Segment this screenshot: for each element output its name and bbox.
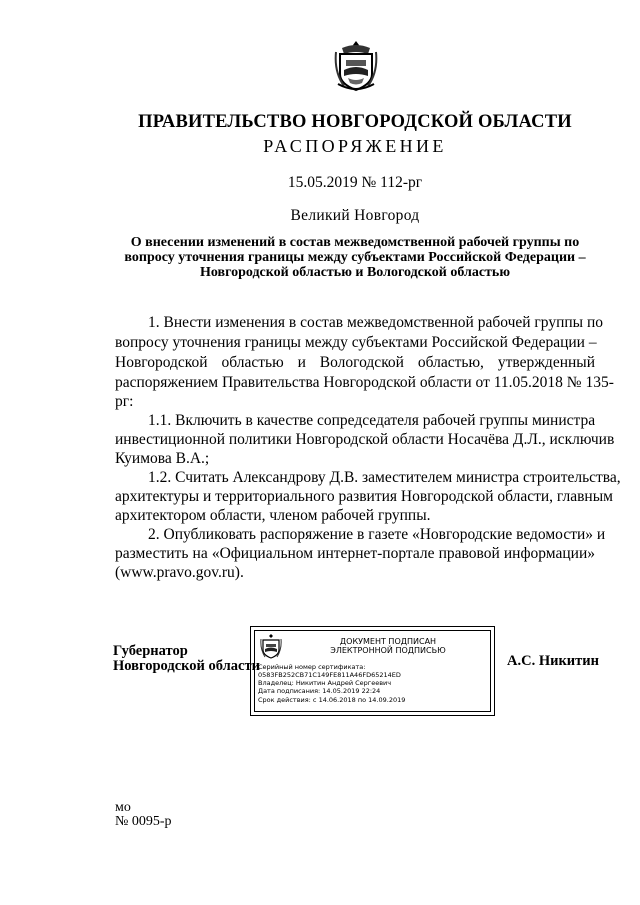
paragraph-1-2-line: архитектуры и территориального развития Новгородской области, главным: [115, 488, 613, 505]
stamp-serial-label: Серийный номер сертификата:: [258, 663, 366, 671]
paragraph-1-2-line: архитектором области, членом рабочей группы.: [115, 507, 431, 524]
footer-initials: мо: [115, 800, 131, 815]
subject-line: Новгородской областью и Вологодской областью: [199, 265, 511, 280]
paragraph-1-line: распоряжением Правительства Новгородской области от 11.05.2018 № 135-: [115, 374, 614, 391]
novgorod-coat-of-arms-emblem: [334, 38, 378, 94]
paragraph-2-line: (www.pravo.gov.ru).: [115, 564, 244, 581]
signatory-position: [113, 644, 260, 673]
paragraph-1-line: 1. Внести изменения в состав межведомственной рабочей группы по: [148, 314, 604, 331]
document-subject: [100, 235, 610, 280]
stamp-owner: Владелец: Никитин Андрей Сергеевич: [258, 679, 392, 687]
subject-line: О внесении изменений в состав межведомственной рабочей группы по: [130, 235, 580, 250]
document-date-number: 15.05.2019 № 112-рг: [287, 174, 423, 191]
paragraph-1-line: рг:: [115, 393, 134, 410]
paragraph-1-1-line: Куимова В.А.;: [115, 450, 210, 467]
stamp-validity: Срок действия: с 14.06.2018 по 14.09.2019: [258, 696, 406, 704]
stamp-signed-date: Дата подписания: 14.05.2019 22:24: [258, 687, 381, 695]
stamp-title: ДОКУМЕНТ ПОДПИСАН: [339, 637, 437, 646]
document-type: РАСПОРЯЖЕНИЕ: [263, 136, 447, 156]
subject-line: вопросу уточнения границы между субъектами Российской Федерации –: [124, 250, 586, 265]
signatory-name: А.С. Никитин: [507, 653, 599, 669]
footer-number: № 0095-р: [115, 814, 172, 829]
signatory-position-line: Губернатор: [113, 643, 188, 659]
stamp-title: ЭЛЕКТРОННОЙ ПОДПИСЬЮ: [330, 646, 446, 655]
signatory-position-line: Новгородской области: [113, 657, 260, 674]
paragraph-1-1-line: 1.1. Включить в качестве сопредседателя рабочей группы министра: [148, 412, 596, 429]
electronic-signature-stamp: [250, 626, 495, 716]
document-city: Великий Новгород: [290, 207, 420, 224]
paragraph-1-line: Новгородской областью и Вологодской областью, утвержденный: [115, 354, 595, 371]
stamp-emblem-icon: [260, 633, 282, 661]
paragraph-2-line: разместить на «Официальном интернет-портале правовой информации»: [115, 545, 595, 562]
paragraph-2-line: 2. Опубликовать распоряжение в газете «Новгородские ведомости» и: [148, 526, 606, 543]
stamp-inner-frame: [254, 630, 491, 712]
paragraph-1-2-line: 1.2. Считать Александрову Д.В. заместителем министра строительства,: [148, 469, 621, 486]
paragraph-1-1-line: инвестиционной политики Новгородской области Носачёва Д.Л., исключив: [115, 431, 615, 448]
stamp-serial: 0583FB252CB71C149FE811A46FD65214ED: [258, 671, 401, 679]
paragraph-1-line: вопросу уточнения границы между субъектами Российской Федерации –: [115, 334, 597, 351]
government-title: ПРАВИТЕЛЬСТВО НОВГОРОДСКОЙ ОБЛАСТИ: [138, 112, 572, 132]
